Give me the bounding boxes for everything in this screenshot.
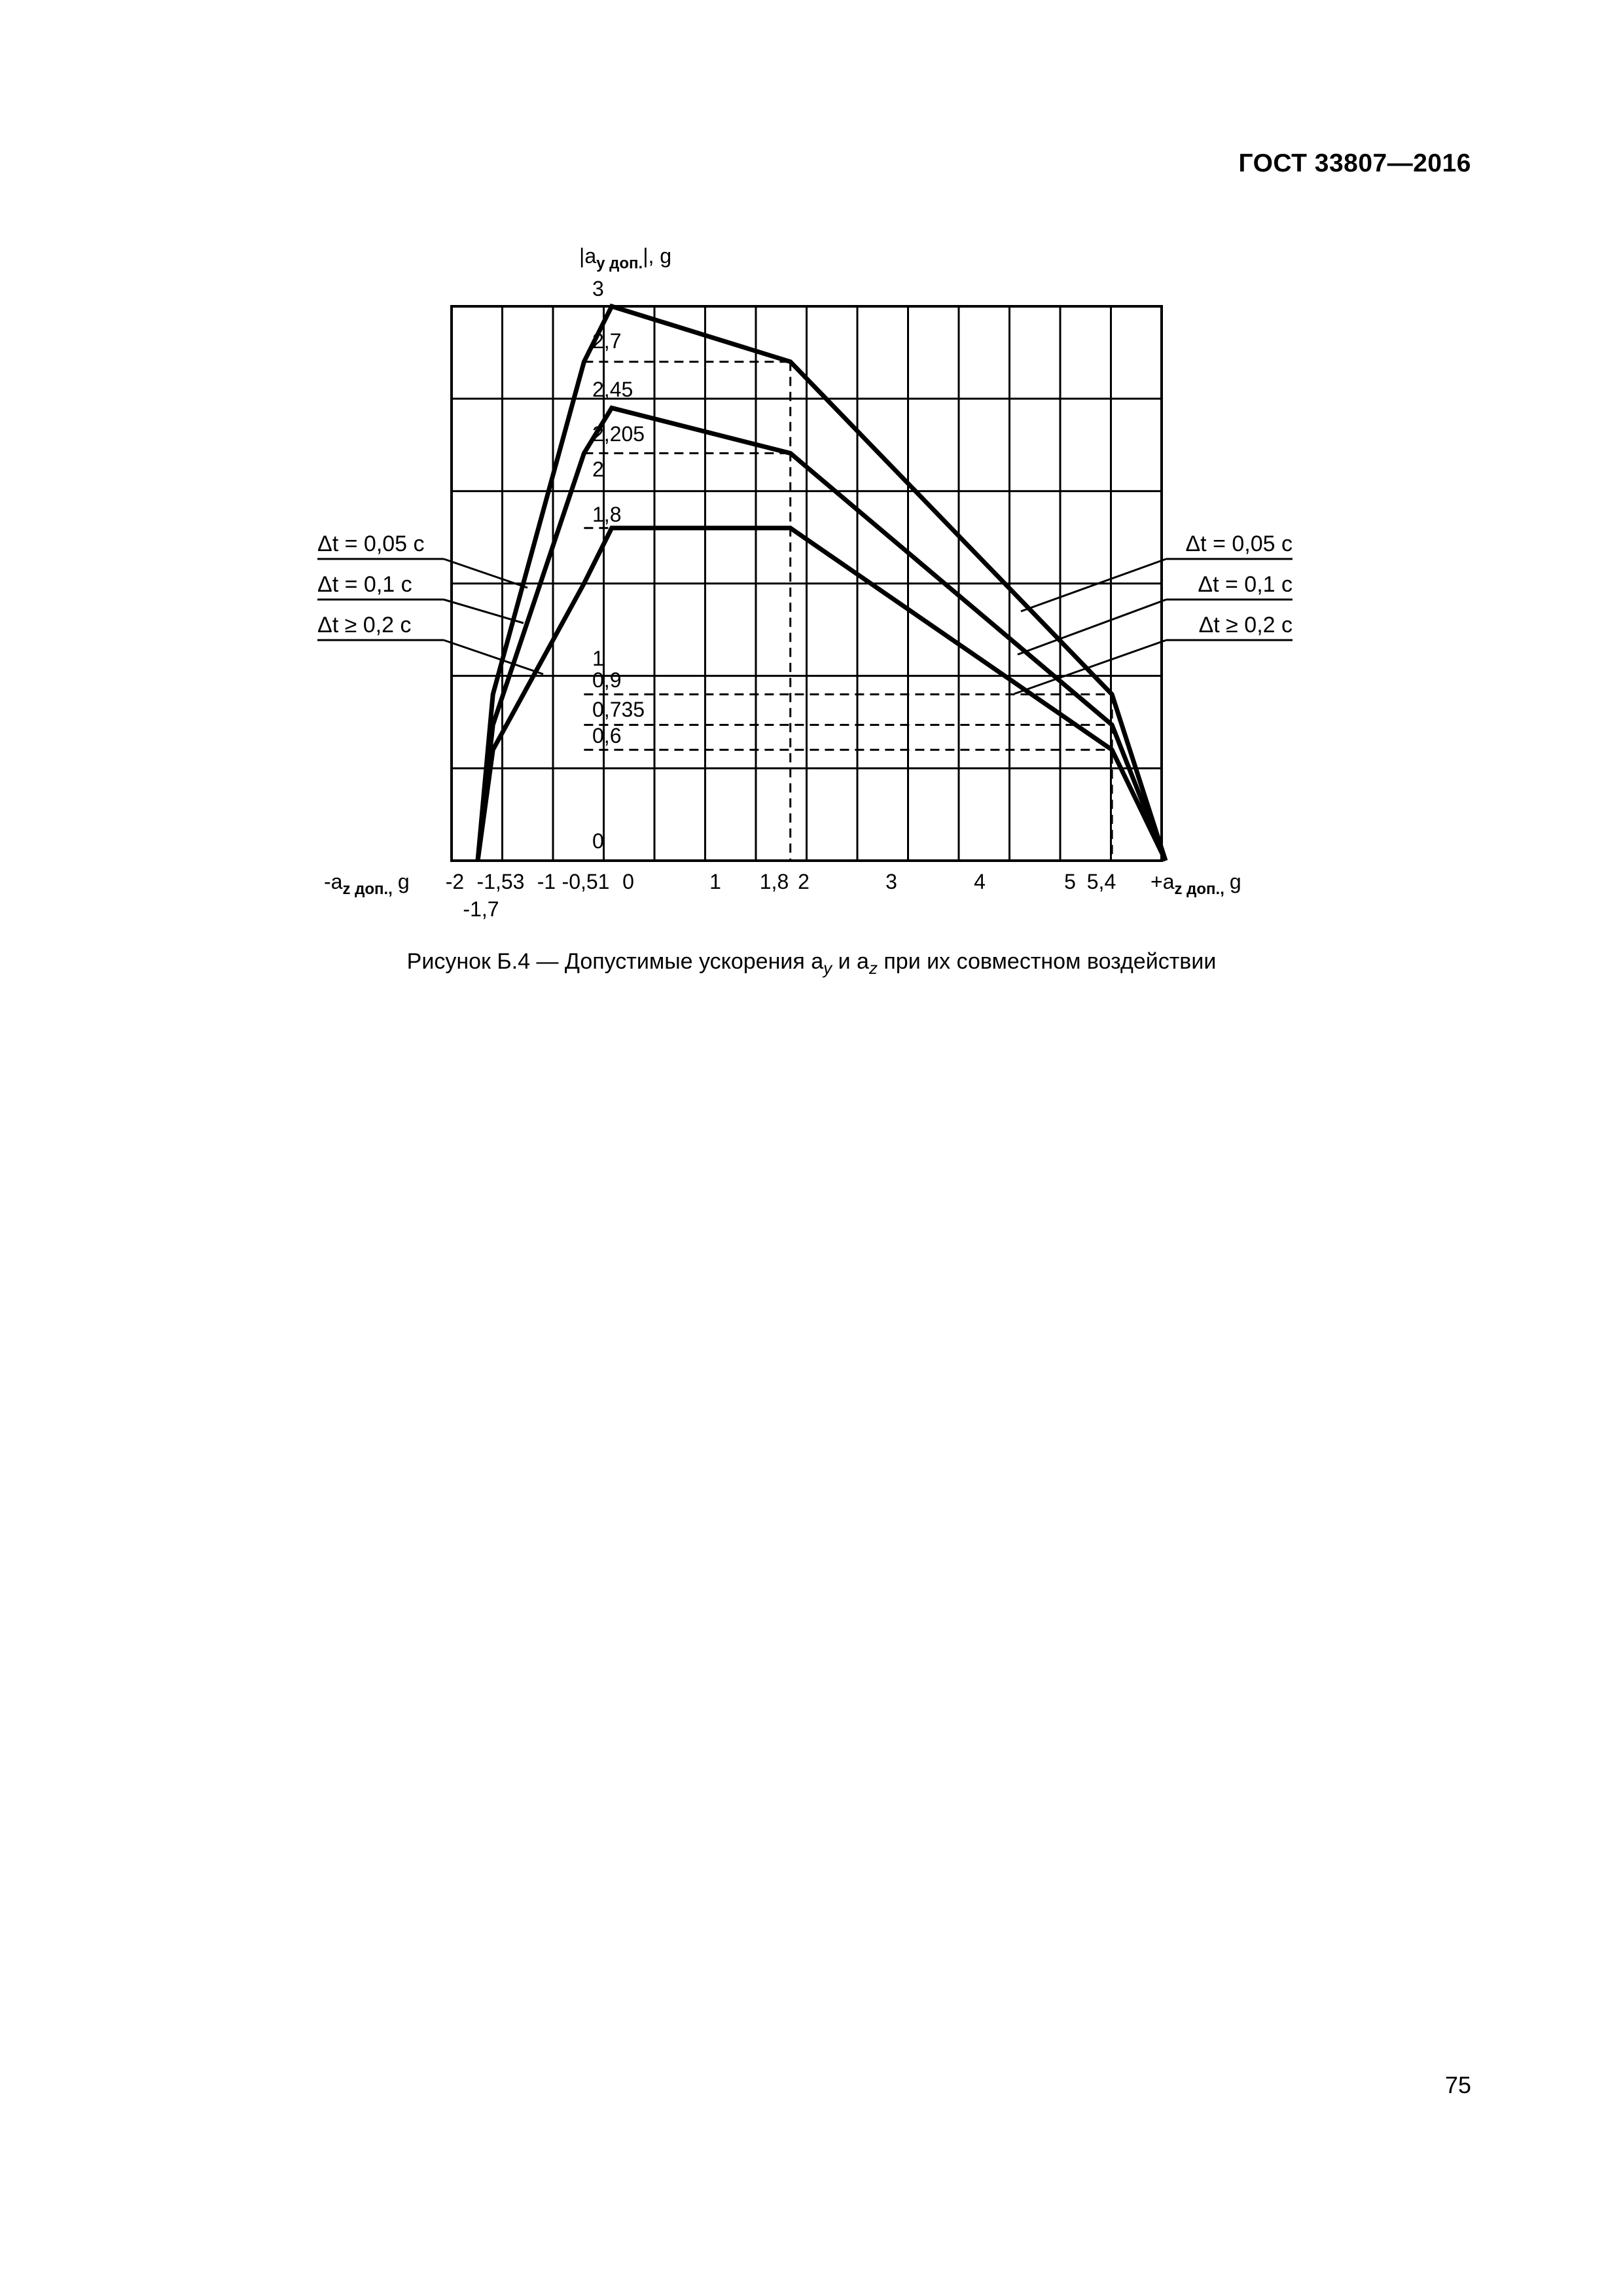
- legend-right-label: Δt ≥ 0,2 c: [1198, 613, 1293, 637]
- x-tick-label: -1,53: [476, 870, 525, 893]
- y-tick-label: 3: [592, 277, 604, 300]
- x-tick-label: 3: [885, 870, 897, 893]
- legend-left-label: Δt = 0,1 c: [317, 572, 412, 597]
- x-tick-label: 2: [798, 870, 810, 893]
- y-tick-label: 2,205: [592, 422, 645, 446]
- legend-right-leader: [1021, 559, 1166, 611]
- legend-left-label: Δt = 0,05 c: [317, 531, 425, 556]
- y-tick-label: 0,6: [592, 724, 622, 747]
- legend-left-label: Δt ≥ 0,2 c: [317, 613, 412, 637]
- x-tick-label: 5: [1064, 870, 1076, 893]
- page-number: 75: [1444, 2072, 1471, 2098]
- legend-right-label: Δt = 0,1 c: [1198, 572, 1293, 597]
- x-tick-label: 4: [974, 870, 986, 893]
- x-tick-label: -1,7: [463, 897, 499, 921]
- chart-grid: [452, 306, 1162, 861]
- figure-caption: Рисунок Б.4 — Допустимые ускорения $a_y$ и $a_z$ при их совместном воздействии: [406, 949, 1217, 978]
- y-tick-label: 0,735: [592, 698, 645, 721]
- series-line-3: [478, 528, 1166, 861]
- y-tick-label: 2,45: [592, 378, 633, 401]
- legend-right-label: Δt = 0,05 c: [1185, 531, 1293, 556]
- legend-left-leader: [444, 640, 543, 674]
- x-tick-label: 1: [709, 870, 721, 893]
- x-axis-label-right: $+a_{z доп.,}$ g: [1150, 870, 1241, 898]
- y-tick-label: 0: [592, 829, 604, 853]
- legend-left-leader: [444, 600, 524, 623]
- x-tick-label: 0: [622, 870, 634, 893]
- x-tick-label: 5,4: [1086, 870, 1116, 893]
- y-tick-label: 2: [592, 457, 604, 481]
- y-tick-label: 0,9: [592, 668, 622, 692]
- x-tick-label: 1,8: [759, 870, 789, 893]
- x-axis-label-left: $-a_{z доп.,}$ g: [324, 870, 410, 898]
- x-tick-label: -1: [537, 870, 556, 893]
- y-axis-label: $|a_{y доп.}|$, g: [579, 244, 672, 272]
- x-tick-label: -0,51: [562, 870, 610, 893]
- y-tick-label: 1: [592, 647, 604, 670]
- series-line-2: [478, 408, 1166, 861]
- y-tick-label: 2,7: [592, 329, 622, 353]
- legend-right-leader: [1018, 600, 1166, 655]
- chart-figure: [0, 0, 1623, 956]
- legend-leader-lines: [317, 559, 1293, 694]
- page-header: ГОСТ 33807—2016: [1238, 149, 1471, 177]
- y-tick-label: 1,8: [592, 503, 622, 526]
- x-tick-label: -2: [445, 870, 465, 893]
